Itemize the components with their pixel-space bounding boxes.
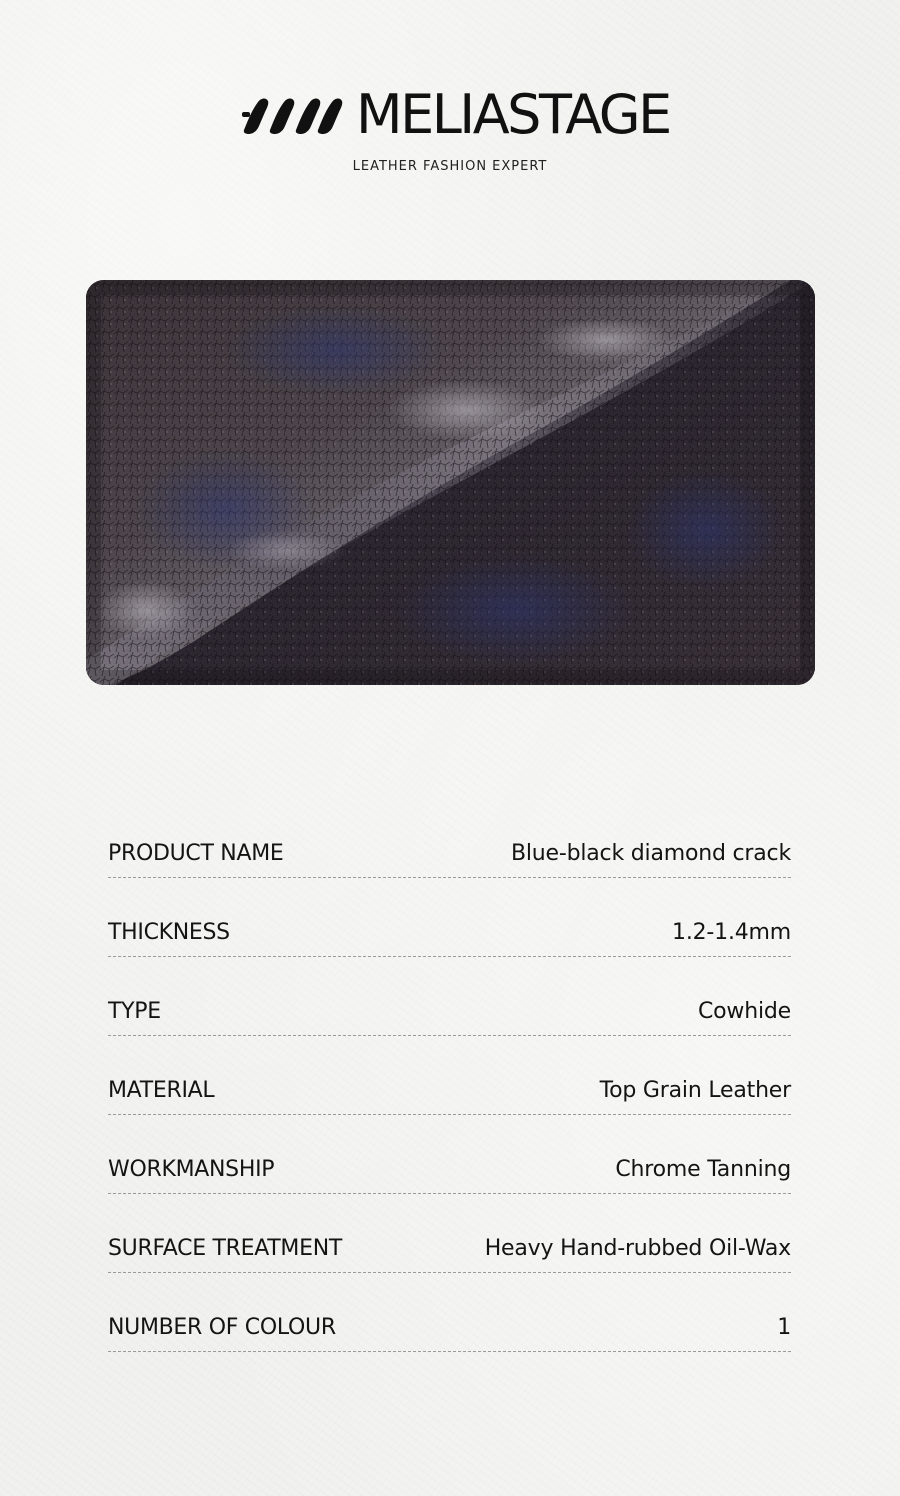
- spec-label: WORKMANSHIP: [108, 1157, 275, 1182]
- spec-label: MATERIAL: [108, 1078, 215, 1103]
- brand-header: [0, 84, 900, 144]
- spec-label: NUMBER OF COLOUR: [108, 1315, 336, 1340]
- spec-row-thickness: [108, 878, 791, 957]
- spec-row-product-name: [108, 799, 791, 878]
- spec-value: Blue-black diamond crack: [510, 841, 791, 866]
- spec-row-material: [108, 1036, 791, 1115]
- spec-row-surface-treatment: [108, 1194, 791, 1273]
- spec-label: PRODUCT NAME: [108, 841, 284, 866]
- spec-value: Cowhide: [698, 999, 791, 1024]
- spec-value: Heavy Hand-rubbed Oil-Wax: [484, 1236, 791, 1261]
- spec-value: Top Grain Leather: [599, 1078, 791, 1103]
- spec-row-workmanship: [108, 1115, 791, 1194]
- spec-value: 1.2-1.4mm: [672, 920, 791, 945]
- spec-table: [108, 799, 791, 1352]
- spec-value: 1: [777, 1315, 791, 1340]
- brand-name: MELIASTAGE: [356, 83, 670, 146]
- spec-label: THICKNESS: [108, 920, 230, 945]
- brand-tagline: LEATHER FASHION EXPERT: [352, 159, 548, 174]
- spec-row-number-of-colour: [108, 1273, 791, 1352]
- spec-label: SURFACE TREATMENT: [108, 1236, 342, 1261]
- spec-value: Chrome Tanning: [615, 1157, 791, 1182]
- leather-swatch-image: [86, 280, 815, 685]
- spec-label: TYPE: [108, 999, 161, 1024]
- leather-swatch-photo: [86, 280, 815, 685]
- spec-row-type: [108, 957, 791, 1036]
- brand-logo-icon: [242, 92, 346, 138]
